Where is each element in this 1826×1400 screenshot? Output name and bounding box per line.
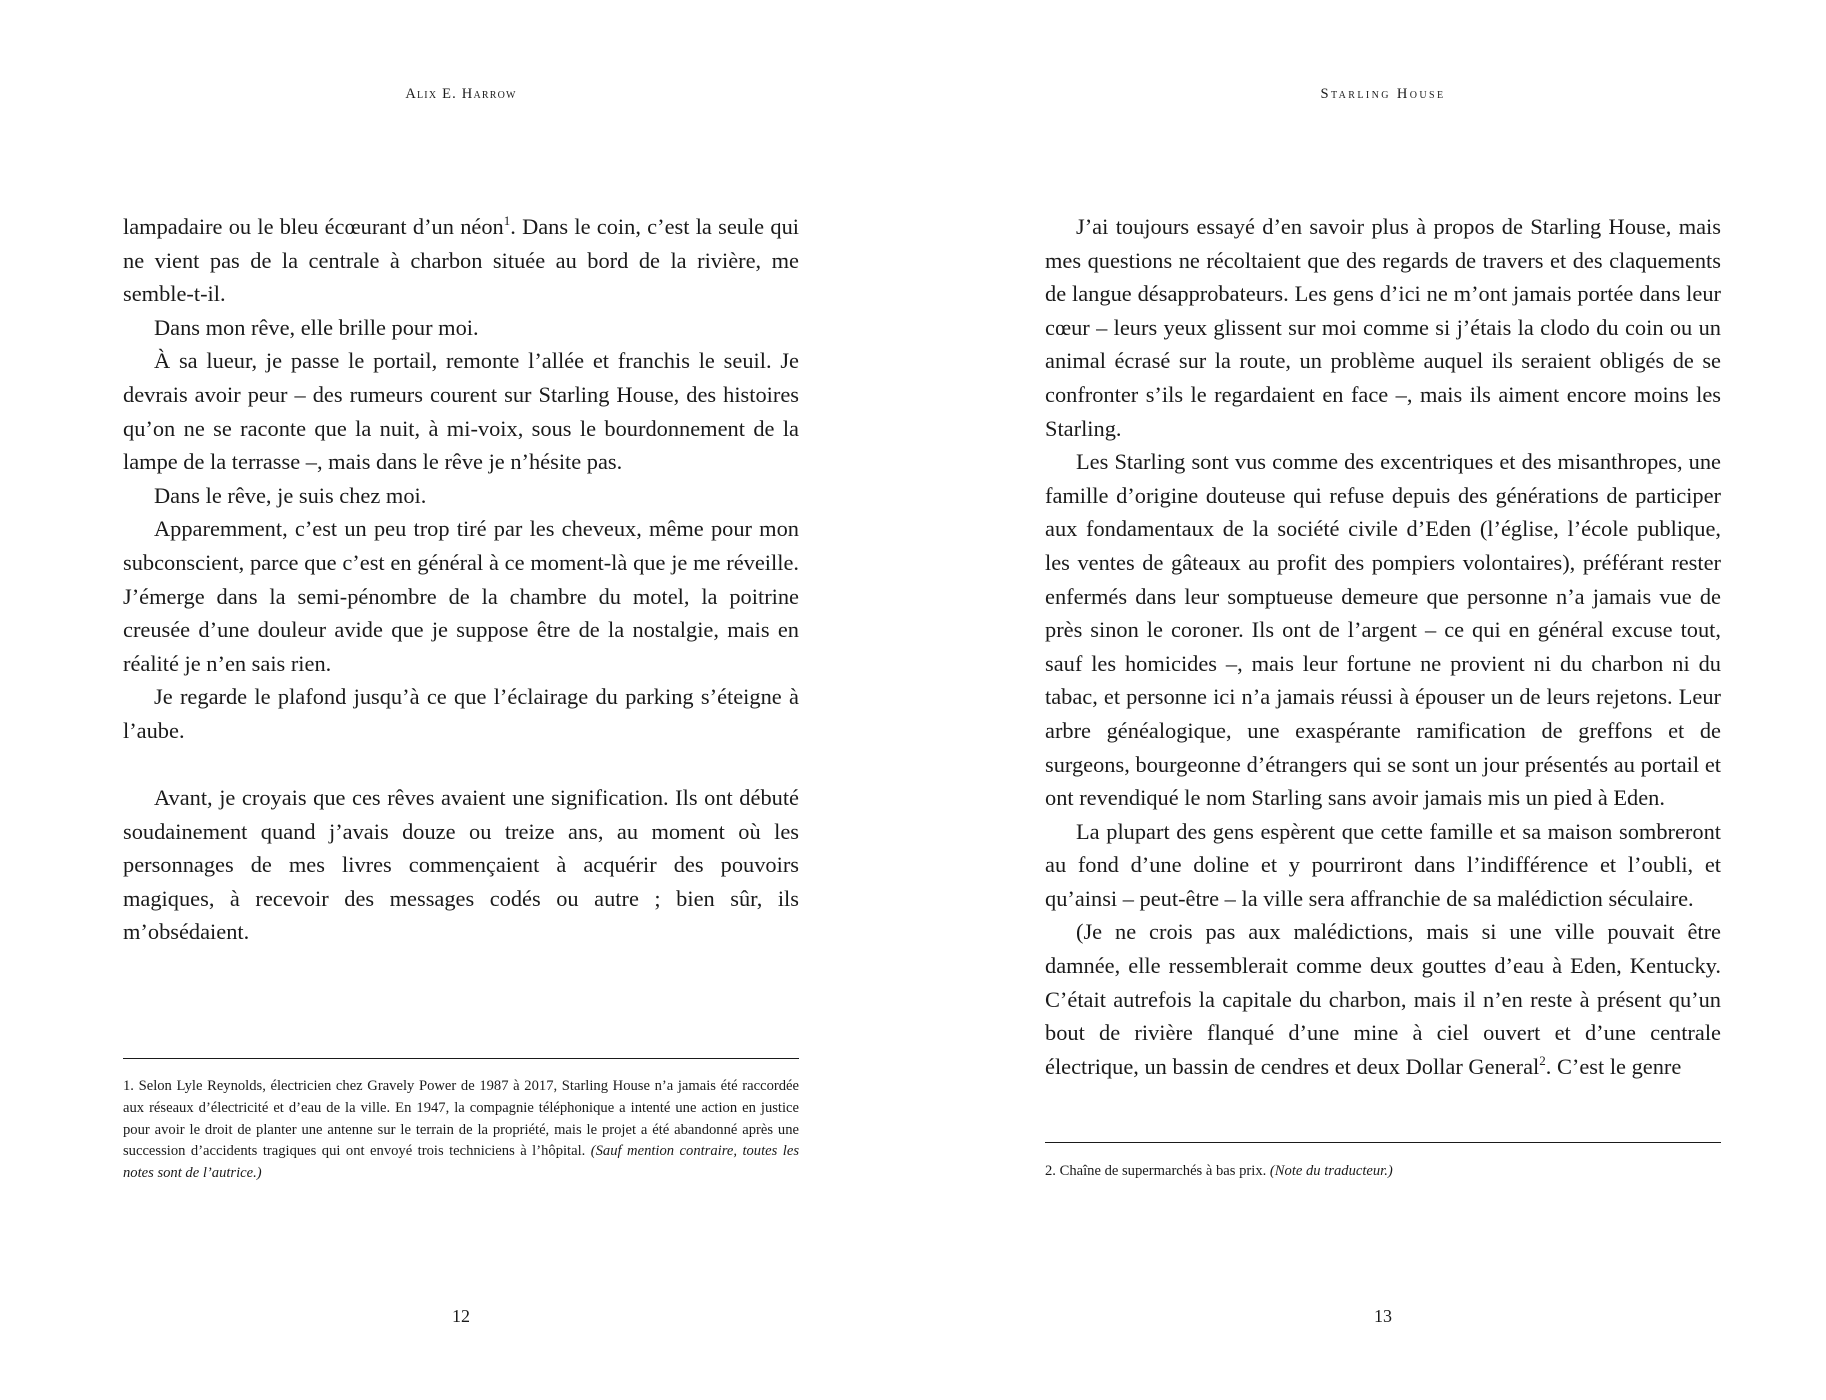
running-head-author: Alix E. Harrow [405, 86, 517, 102]
page-number: 12 [452, 1306, 470, 1326]
body-text [123, 210, 799, 949]
footnotes [1045, 1161, 1721, 1183]
footnote: 2. Chaîne de supermarchés à bas prix. (Note du traducteur.) [1045, 1163, 1393, 1179]
footnote: 1. Selon Lyle Reynolds, électricien chez Gravely Power de 1987 à 2017, Starling House n’a jamais été raccordée aux réseaux d’électricité et d’eau de la ville. En 1947, la compagnie téléphonique a intenté une action en justice pour avoir le droit de planter une antenne sur le terrain de la propriété, mais le projet a été abandonné après une succession d’accidents tragiques qui ont envoyé trois techniciens à l’hôpital. (Sauf mention contraire, toutes les notes sont de l’autrice.) [123, 1078, 799, 1182]
right-page [1045, 0, 1721, 1400]
footnotes [123, 1076, 799, 1185]
paragraph: Dans le rêve, je suis chez moi. [154, 482, 427, 508]
paragraph: Les Starling sont vus comme des excentriques et des misanthropes, une famille d’origine douteuse qui refuse depuis des générations de participer aux fondamentaux de la société civile d’Eden (l’église, l’école publique, les ventes de gâteaux au profit des pompiers volontaires), préférant rester enfermés dans leur somptueuse demeure que personne n’a jamais vue de près sinon le coroner. Ils ont de l’argent – ce qui en général excuse tout, sauf les homicides –, mais leur fortune ne provient ni du charbon ni du tabac, et personne ici n’a jamais réussi à épouser un de leurs rejetons. Leur arbre généalogique, une exaspérante ramification de greffons et de surgeons, bourgeonne d’étrangers qui se sont un jour présentés au portail et ont revendiqué le nom Starling sans avoir jamais mis un pied à Eden. [1045, 449, 1721, 811]
body-text [1045, 210, 1721, 1083]
page-number: 13 [1374, 1306, 1392, 1326]
paragraph: lampadaire ou le bleu écœurant d’un néon$^1$. Dans le coin, c’est la seule qui ne vient pas de la centrale à charbon située au bord de la rivière, me semble-t-il. [123, 213, 799, 307]
footnote-rule [123, 1058, 799, 1059]
paragraph: Avant, je croyais que ces rêves avaient une signification. Ils ont débuté soudainement quand j’avais douze ou treize ans, au moment où les personnages de mes livres commençaient à acquérir des pouvoirs magiques, à recevoir des messages codés ou autre ; bien sûr, ils m’obsédaient. [123, 785, 799, 945]
paragraph: À sa lueur, je passe le portail, remonte l’allée et franchis le seuil. Je devrais avoir peur – des rumeurs courent sur Starling House, des histoires qu’on ne se raconte que la nuit, à mi-voix, sous le bourdonnement de la lampe de la terrasse –, mais dans le rêve je n’hésite pas. [123, 348, 799, 475]
footnote-marker: 2 [1539, 1052, 1546, 1068]
footnote-rule [1045, 1142, 1721, 1143]
paragraph: Apparemment, c’est un peu trop tiré par les cheveux, même pour mon subconscient, parce que c’est en général à ce moment-là que je me réveille. J’émerge dans la semi-pénombre de la chambre du motel, la poitrine creusée d’une douleur avide que je suppose être de la nostalgie, mais en réalité je n’en sais rien. [123, 516, 799, 676]
paragraph: Dans mon rêve, elle brille pour moi. [154, 314, 479, 340]
paragraph: (Je ne crois pas aux malédictions, mais si une ville pouvait être damnée, elle ressemblerait comme deux gouttes d’eau à Eden, Kentucky. C’était autrefois la capitale du charbon, mais il n’en reste à présent qu’un bout de rivière flanqué d’une mine à ciel ouvert et d’une centrale électrique, un bassin de cendres et deux Dollar General$^2$. C’est le genre [1045, 919, 1721, 1079]
left-page [123, 0, 799, 1400]
running-head-title: Starling House [1320, 86, 1446, 102]
paragraph: Je regarde le plafond jusqu’à ce que l’éclairage du parking s’éteigne à l’aube. [123, 684, 799, 743]
paragraph: La plupart des gens espèrent que cette famille et sa maison sombreront au fond d’une doline et y pourriront dans l’indifférence et l’oubli, et qu’ainsi – peut-être – la ville sera affranchie de sa malédiction séculaire. [1045, 818, 1721, 911]
footnote-marker: 1 [503, 213, 511, 228]
paragraph: J’ai toujours essayé d’en savoir plus à propos de Starling House, mais mes questions ne récoltaient que des regards de travers et des claquements de langue désapprobateurs. Les gens d’ici ne m’ont jamais portée dans leur cœur – leurs yeux glissent sur moi comme si j’étais la clodo du coin ou un animal écrasé sur la route, un problème auquel ils seraient obligés de se confronter s’ils le regardaient en face –, mais ils aiment encore moins les Starling. [1045, 214, 1721, 441]
